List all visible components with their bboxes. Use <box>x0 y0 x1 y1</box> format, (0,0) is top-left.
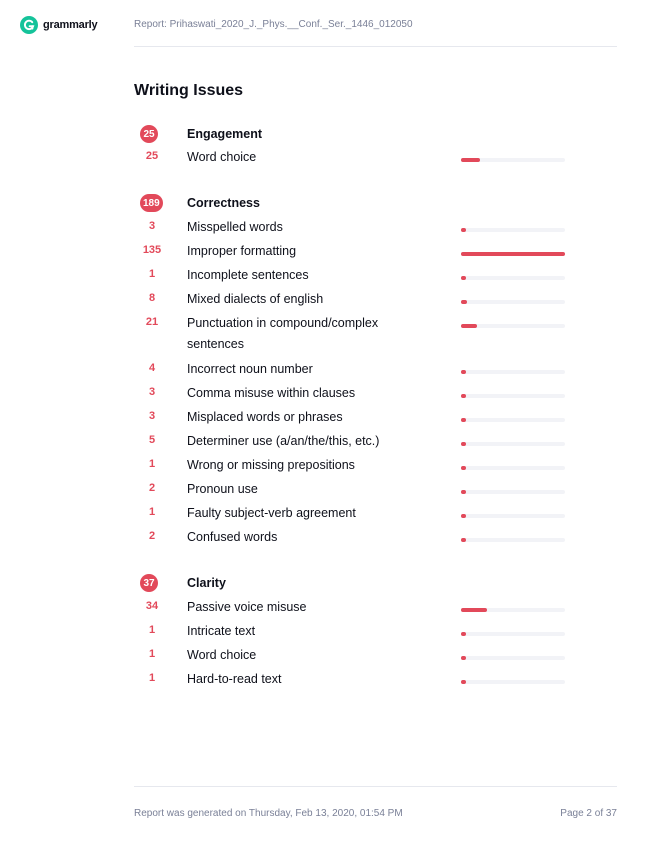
issue-label: Improper formatting <box>187 244 297 258</box>
issue-bar-track <box>461 276 565 280</box>
issue-bar-fill <box>461 632 466 636</box>
issue-count: 5 <box>148 434 156 446</box>
issue-label: Comma misuse within clauses <box>187 386 356 400</box>
issue-bar-fill <box>461 656 466 660</box>
issue-count: 3 <box>148 386 156 398</box>
issue-label: Misspelled words <box>187 220 283 234</box>
issue-bar-fill <box>461 466 466 470</box>
issue-count: 1 <box>148 458 156 470</box>
issue-count: 8 <box>148 292 156 304</box>
issue-label: Punctuation in compound/complex sentences <box>187 316 379 351</box>
issue-bar-track <box>461 300 565 304</box>
issue-bar-fill <box>461 370 466 374</box>
issue-bar-fill <box>461 158 480 162</box>
issue-bar-fill <box>461 680 466 684</box>
issue-bar-fill <box>461 228 466 232</box>
issue-label: Hard-to-read text <box>187 672 282 686</box>
issue-bar-fill <box>461 514 466 518</box>
issue-bar-fill <box>461 276 466 280</box>
issue-label: Confused words <box>187 530 278 544</box>
issue-bar-fill <box>461 608 487 612</box>
grammarly-g-icon <box>20 16 38 34</box>
generated-timestamp: Report was generated on Thursday, Feb 13, 2020, 01:54 PM <box>134 808 403 819</box>
issue-label: Incomplete sentences <box>187 268 309 282</box>
issue-count: 4 <box>148 362 156 374</box>
issue-label: Determiner use (a/an/the/this, etc.) <box>187 434 380 448</box>
report-title: Report: Prihaswati_2020_J._Phys.__Conf._Ser._1446_012050 <box>134 19 413 30</box>
issue-count: 34 <box>145 600 159 612</box>
issue-count: 3 <box>148 220 156 232</box>
issue-bar-track <box>461 158 565 162</box>
issue-bar-track <box>461 466 565 470</box>
brand-name: grammarly <box>43 19 98 31</box>
issue-label: Faulty subject-verb agreement <box>187 506 356 520</box>
issue-bar-track <box>461 252 565 256</box>
footer-divider <box>134 786 617 787</box>
group-total-badge: 25 <box>140 125 158 143</box>
issue-bar-fill <box>461 538 466 542</box>
group-name: Correctness <box>187 196 260 210</box>
group-name: Engagement <box>187 127 263 141</box>
issue-label: Passive voice misuse <box>187 600 307 614</box>
issue-count: 1 <box>148 648 156 660</box>
issue-bar-track <box>461 514 565 518</box>
issue-bar-fill <box>461 252 565 256</box>
issue-bar-fill <box>461 300 467 304</box>
issue-bar-fill <box>461 394 466 398</box>
issue-count: 3 <box>148 410 156 422</box>
issue-bar-fill <box>461 324 477 328</box>
issue-count: 1 <box>148 624 156 636</box>
issue-bar-track <box>461 324 565 328</box>
issue-label: Misplaced words or phrases <box>187 410 343 424</box>
issue-bar-track <box>461 418 565 422</box>
issue-label: Word choice <box>187 648 257 662</box>
issue-bar-track <box>461 680 565 684</box>
group-total-badge: 189 <box>140 194 163 212</box>
issue-bar-track <box>461 442 565 446</box>
issue-label: Pronoun use <box>187 482 258 496</box>
issue-label: Incorrect noun number <box>187 362 313 376</box>
report-header <box>0 0 650 46</box>
issue-count: 2 <box>148 530 156 542</box>
issue-count: 135 <box>142 244 162 256</box>
issue-bar-fill <box>461 442 466 446</box>
issue-bar-track <box>461 608 565 612</box>
issue-bar-track <box>461 394 565 398</box>
issue-label: Mixed dialects of english <box>187 292 324 306</box>
group-name: Clarity <box>187 576 226 590</box>
issue-bar-track <box>461 228 565 232</box>
issue-count: 1 <box>148 672 156 684</box>
group-total-badge: 37 <box>140 574 158 592</box>
issue-count: 1 <box>148 268 156 280</box>
issue-bar-fill <box>461 490 466 494</box>
issue-count: 25 <box>145 150 159 162</box>
issue-bar-track <box>461 656 565 660</box>
issue-bar-track <box>461 538 565 542</box>
grammarly-logo <box>20 16 97 34</box>
issue-bar-track <box>461 632 565 636</box>
issue-bar-track <box>461 370 565 374</box>
issue-count: 21 <box>145 316 159 328</box>
issue-count: 2 <box>148 482 156 494</box>
header-divider <box>134 46 617 47</box>
issue-label: Wrong or missing prepositions <box>187 458 355 472</box>
section-title: Writing Issues <box>134 82 244 99</box>
issue-bar-track <box>461 490 565 494</box>
issue-count: 1 <box>148 506 156 518</box>
issue-label: Word choice <box>187 150 257 164</box>
issue-label: Intricate text <box>187 624 256 638</box>
issue-bar-fill <box>461 418 466 422</box>
page-number: Page 2 of 37 <box>560 808 617 819</box>
